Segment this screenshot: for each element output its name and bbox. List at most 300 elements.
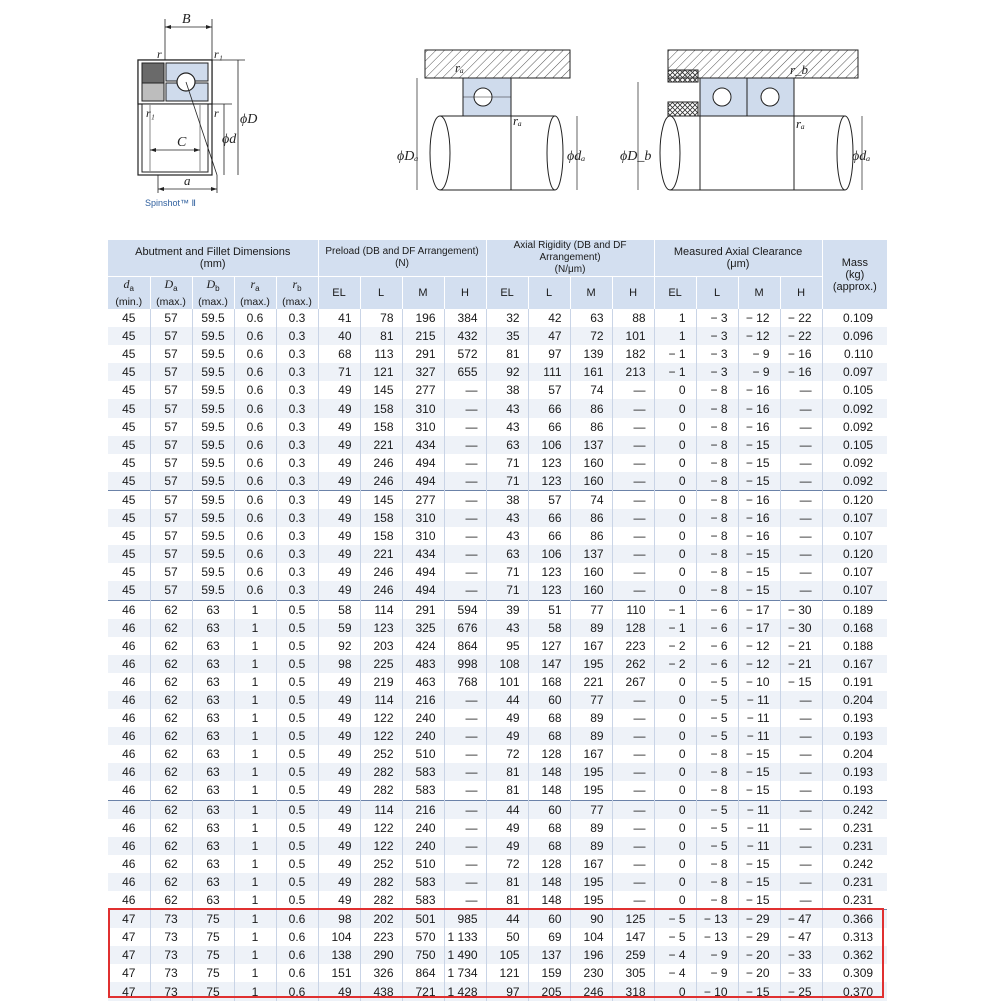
- table-cell: 46: [108, 600, 150, 619]
- table-cell: 1: [234, 837, 276, 855]
- table-cell: − 11: [738, 727, 780, 745]
- table-cell: 205: [528, 982, 570, 1000]
- table-cell: − 1: [654, 363, 696, 381]
- table-cell: 225: [360, 655, 402, 673]
- table-cell: − 15: [738, 855, 780, 873]
- table-cell: 45: [122, 529, 136, 544]
- table-cell: 46: [108, 837, 150, 855]
- table-cell: 1: [234, 637, 276, 655]
- table-cell: 291: [402, 600, 444, 619]
- table-cell: 108: [486, 655, 528, 673]
- header-preload-title: Preload (DB and DF Arrangement): [325, 246, 479, 257]
- table-cell: 583: [402, 763, 444, 781]
- table-cell: 123: [528, 581, 570, 600]
- table-cell: —: [444, 563, 486, 581]
- table-cell: 57: [150, 381, 192, 399]
- subheader-subscript: b: [297, 284, 302, 294]
- table-cell: − 6: [696, 637, 738, 655]
- table-cell: 1: [234, 946, 276, 964]
- table-cell: 0.204: [822, 745, 887, 763]
- table-cell: —: [780, 873, 822, 891]
- table-cell: 63: [192, 619, 234, 637]
- table-cell: 32: [486, 309, 528, 327]
- table-cell: 0: [654, 527, 696, 545]
- table-cell: 494: [402, 472, 444, 491]
- table-cell: 0: [654, 673, 696, 691]
- table-cell: − 5: [696, 837, 738, 855]
- table-cell: 75: [192, 982, 234, 1000]
- table-cell: 0.5: [276, 819, 318, 837]
- table-cell: 89: [570, 727, 612, 745]
- table-cell: 0.3: [276, 418, 318, 436]
- table-cell: 160: [570, 581, 612, 600]
- table-cell: 1 428: [444, 982, 486, 1000]
- table-cell: 128: [612, 619, 654, 637]
- table-cell: —: [612, 436, 654, 454]
- table-cell: 768: [444, 673, 486, 691]
- table-cell: 0: [654, 563, 696, 581]
- table-cell: 267: [612, 673, 654, 691]
- table-cell: 60: [528, 691, 570, 709]
- table-cell: − 16: [738, 527, 780, 545]
- table-row: [108, 619, 887, 637]
- table-cell: − 22: [780, 327, 822, 345]
- table-cell: 240: [402, 819, 444, 837]
- table-cell: 0.6: [234, 527, 276, 545]
- table-cell: 73: [150, 982, 192, 1000]
- table-cell: − 17: [738, 619, 780, 637]
- table-cell: 196: [402, 309, 444, 327]
- table-cell: 49: [318, 727, 360, 745]
- table-cell: − 16: [780, 363, 822, 381]
- table-cell: − 11: [738, 800, 780, 819]
- table-cell: 57: [150, 345, 192, 363]
- table-cell: 1: [234, 910, 276, 929]
- table-cell: 1: [234, 819, 276, 837]
- table-cell: − 11: [738, 819, 780, 837]
- table-cell: − 15: [738, 873, 780, 891]
- table-cell: 123: [360, 619, 402, 637]
- table-cell: —: [780, 418, 822, 436]
- table-cell: 46: [108, 691, 150, 709]
- table-cell: 62: [150, 600, 192, 619]
- table-cell: —: [780, 509, 822, 527]
- table-cell: 69: [528, 928, 570, 946]
- table-cell: 62: [150, 800, 192, 819]
- table-cell: 49: [318, 472, 360, 491]
- table-cell: 998: [444, 655, 486, 673]
- table-cell: —: [780, 527, 822, 545]
- table-cell: 215: [402, 327, 444, 345]
- table-cell: 195: [570, 891, 612, 910]
- table-cell: − 3: [696, 345, 738, 363]
- subheader-subscript: a: [173, 284, 178, 294]
- table-cell: 63: [192, 673, 234, 691]
- table-cell: 68: [318, 345, 360, 363]
- table-cell: − 25: [780, 982, 822, 1000]
- table-cell: 59.5: [192, 581, 234, 600]
- table-cell: − 8: [696, 763, 738, 781]
- table-row: [108, 327, 887, 345]
- header-clearance-title: Measured Axial Clearance: [673, 246, 803, 258]
- table-cell: —: [780, 819, 822, 837]
- subheader-clearance-h: H: [780, 277, 822, 310]
- subheader-symbol: d: [123, 277, 130, 292]
- header-mass-title: Mass: [841, 256, 868, 269]
- table-cell: —: [612, 819, 654, 837]
- table-cell: 160: [570, 454, 612, 472]
- table-cell: − 5: [696, 709, 738, 727]
- table-cell: 246: [360, 454, 402, 472]
- table-cell: 39: [486, 600, 528, 619]
- table-cell: 71: [486, 563, 528, 581]
- table-cell: 68: [528, 709, 570, 727]
- table-cell: 45: [108, 363, 150, 381]
- table-cell: —: [444, 527, 486, 545]
- table-cell: 138: [318, 946, 360, 964]
- table-cell: 0.6: [234, 509, 276, 527]
- table-cell: 501: [402, 910, 444, 929]
- table-cell: 101: [612, 327, 654, 345]
- table-cell: 63: [192, 855, 234, 873]
- table-cell: 0.6: [234, 327, 276, 345]
- table-row: [108, 418, 887, 436]
- label-ra-side-1: rₐ: [513, 113, 522, 128]
- table-cell: 62: [150, 781, 192, 800]
- table-cell: 92: [318, 637, 360, 655]
- table-cell: 49: [318, 855, 360, 873]
- table-cell: 1: [234, 873, 276, 891]
- table-cell: 75: [192, 910, 234, 929]
- table-row: [108, 781, 887, 800]
- table-cell: − 15: [780, 673, 822, 691]
- table-cell: 62: [150, 745, 192, 763]
- table-cell: 0.309: [822, 964, 887, 982]
- table-cell: 594: [444, 600, 486, 619]
- table-cell: 572: [444, 345, 486, 363]
- table-cell: 0.107: [822, 527, 887, 545]
- table-cell: − 11: [738, 837, 780, 855]
- table-cell: 1: [234, 964, 276, 982]
- table-cell: 1: [234, 800, 276, 819]
- table-cell: 122: [360, 709, 402, 727]
- table-cell: —: [612, 800, 654, 819]
- table-cell: 123: [528, 472, 570, 491]
- table-cell: 0.6: [234, 381, 276, 399]
- table-cell: 62: [150, 709, 192, 727]
- table-cell: 57: [528, 381, 570, 399]
- table-cell: 0: [654, 581, 696, 600]
- table-cell: − 1: [654, 345, 696, 363]
- table-cell: 137: [570, 436, 612, 454]
- table-cell: − 20: [738, 964, 780, 982]
- table-cell: —: [780, 727, 822, 745]
- table-cell: 0.5: [276, 600, 318, 619]
- table-cell: —: [444, 581, 486, 600]
- table-cell: 62: [150, 873, 192, 891]
- table-cell: 46: [108, 873, 150, 891]
- table-cell: − 5: [696, 673, 738, 691]
- table-cell: —: [780, 800, 822, 819]
- table-cell: 59.5: [192, 345, 234, 363]
- table-cell: 114: [360, 600, 402, 619]
- table-cell: 0: [654, 418, 696, 436]
- table-cell: 196: [570, 946, 612, 964]
- table-cell: —: [612, 381, 654, 399]
- table-cell: 49: [318, 527, 360, 545]
- table-cell: 0.191: [822, 673, 887, 691]
- table-cell: 57: [150, 581, 192, 600]
- table-cell: —: [612, 855, 654, 873]
- table-row: [108, 381, 887, 399]
- table-cell: 0.370: [822, 982, 887, 1000]
- table-cell: 0.5: [276, 727, 318, 745]
- table-cell: 676: [444, 619, 486, 637]
- table-cell: 42: [528, 309, 570, 327]
- table-cell: —: [780, 545, 822, 563]
- table-cell: 49: [318, 982, 360, 1000]
- subheader-preload-m: M: [402, 277, 444, 310]
- table-cell: 259: [612, 946, 654, 964]
- table-cell: 1: [234, 781, 276, 800]
- table-cell: 1 133: [444, 928, 486, 946]
- table-row: [108, 454, 887, 472]
- table-cell: 57: [150, 327, 192, 345]
- subheader-rigidity-m: M: [570, 277, 612, 310]
- table-cell: 45: [108, 399, 150, 417]
- table-cell: 384: [444, 309, 486, 327]
- table-cell: 0.105: [822, 381, 887, 399]
- table-cell: 49: [486, 837, 528, 855]
- table-cell: 90: [570, 910, 612, 929]
- table-cell: 59.5: [192, 472, 234, 491]
- table-cell: 0.092: [822, 472, 887, 491]
- subheader-symbol: D: [164, 277, 174, 292]
- table-cell: 167: [570, 745, 612, 763]
- table-cell: 0.6: [234, 309, 276, 327]
- header-mass-note: (approx.): [832, 280, 877, 293]
- bearing-dimension-diagram: [120, 5, 290, 205]
- table-cell: 49: [318, 581, 360, 600]
- table-cell: 58: [318, 600, 360, 619]
- table-cell: − 17: [738, 600, 780, 619]
- table-cell: 0: [654, 490, 696, 509]
- table-cell: 0.6: [234, 436, 276, 454]
- table-cell: 494: [402, 563, 444, 581]
- table-cell: 66: [528, 418, 570, 436]
- table-cell: —: [444, 472, 486, 491]
- table-cell: 148: [528, 873, 570, 891]
- table-cell: 438: [360, 982, 402, 1000]
- table-cell: 63: [486, 545, 528, 563]
- table-cell: 1: [234, 855, 276, 873]
- table-cell: 49: [318, 509, 360, 527]
- table-cell: 0.6: [234, 418, 276, 436]
- table-cell: 47: [108, 982, 150, 1000]
- table-cell: 0.5: [276, 763, 318, 781]
- table-cell: 145: [360, 490, 402, 509]
- table-cell: 1: [234, 891, 276, 910]
- table-cell: 63: [192, 781, 234, 800]
- table-row: [108, 581, 887, 600]
- table-cell: 221: [570, 673, 612, 691]
- table-cell: 45: [108, 509, 150, 527]
- subheader-note: (max.): [282, 295, 312, 308]
- table-cell: 0: [654, 800, 696, 819]
- table-cell: 230: [570, 964, 612, 982]
- table-cell: − 1: [654, 600, 696, 619]
- table-cell: 195: [570, 781, 612, 800]
- table-cell: 57: [150, 527, 192, 545]
- table-cell: 0.105: [822, 436, 887, 454]
- table-cell: 310: [402, 527, 444, 545]
- table-cell: 1 490: [444, 946, 486, 964]
- table-row: [108, 727, 887, 745]
- subheader-symbol: r: [250, 277, 256, 292]
- table-cell: 49: [318, 763, 360, 781]
- table-cell: 49: [318, 436, 360, 454]
- table-cell: 0.5: [276, 873, 318, 891]
- label-r-top: r: [157, 47, 162, 61]
- table-cell: − 12: [738, 655, 780, 673]
- table-cell: − 8: [696, 490, 738, 509]
- table-cell: 49: [318, 837, 360, 855]
- table-cell: 167: [570, 855, 612, 873]
- table-cell: —: [780, 472, 822, 491]
- table-cell: 290: [360, 946, 402, 964]
- table-cell: − 15: [738, 581, 780, 600]
- table-cell: 77: [570, 800, 612, 819]
- table-cell: 89: [570, 837, 612, 855]
- table-cell: 49: [486, 727, 528, 745]
- table-cell: − 8: [696, 381, 738, 399]
- label-C: C: [177, 135, 187, 150]
- table-cell: − 8: [696, 527, 738, 545]
- table-cell: − 5: [696, 691, 738, 709]
- table-cell: —: [612, 509, 654, 527]
- table-cell: − 16: [780, 345, 822, 363]
- table-cell: 98: [318, 655, 360, 673]
- table-cell: 63: [192, 763, 234, 781]
- table-cell: − 33: [780, 946, 822, 964]
- table-cell: 252: [360, 855, 402, 873]
- table-cell: 63: [192, 709, 234, 727]
- table-cell: 43: [486, 418, 528, 436]
- table-cell: 277: [402, 381, 444, 399]
- table-cell: 0.3: [276, 454, 318, 472]
- table-cell: 47: [108, 910, 150, 929]
- table-cell: 46: [108, 619, 150, 637]
- table-cell: 221: [360, 436, 402, 454]
- table-cell: 0.5: [276, 709, 318, 727]
- table-cell: 0.231: [822, 873, 887, 891]
- table-cell: 0: [654, 399, 696, 417]
- table-cell: 63: [192, 727, 234, 745]
- table-row: [108, 509, 887, 527]
- table-cell: 147: [612, 928, 654, 946]
- table-cell: 1: [234, 673, 276, 691]
- table-cell: − 15: [738, 436, 780, 454]
- table-row: [108, 490, 887, 509]
- table-cell: − 8: [696, 436, 738, 454]
- table-cell: 0.6: [234, 472, 276, 491]
- table-cell: 98: [318, 910, 360, 929]
- table-cell: 49: [318, 490, 360, 509]
- table-cell: 57: [150, 399, 192, 417]
- table-cell: —: [780, 855, 822, 873]
- table-cell: 0: [654, 472, 696, 491]
- table-cell: 41: [318, 309, 360, 327]
- table-cell: 0.5: [276, 745, 318, 763]
- table-cell: —: [444, 891, 486, 910]
- table-cell: —: [444, 545, 486, 563]
- header-preload: [318, 240, 486, 277]
- table-cell: 71: [486, 454, 528, 472]
- table-cell: 0.107: [822, 581, 887, 600]
- table-cell: 277: [402, 490, 444, 509]
- table-cell: 0.120: [822, 490, 887, 509]
- table-cell: 123: [528, 563, 570, 581]
- header-abutment-title: Abutment and Fillet Dimensions: [135, 246, 291, 258]
- table-cell: 326: [360, 964, 402, 982]
- table-cell: 62: [150, 691, 192, 709]
- table-cell: 0.242: [822, 855, 887, 873]
- table-cell: 43: [486, 509, 528, 527]
- table-cell: 59.5: [192, 545, 234, 563]
- table-cell: 0: [654, 781, 696, 800]
- table-cell: 59.5: [192, 454, 234, 472]
- label-ra-top-1: rₐ: [455, 60, 464, 75]
- spinshot-label: Spinshot™ Ⅱ: [145, 198, 196, 208]
- subheader-symbol: D: [206, 277, 216, 292]
- table-cell: − 8: [696, 545, 738, 563]
- table-cell: 95: [486, 637, 528, 655]
- table-row: [108, 800, 887, 819]
- mounting-diagram-double: [620, 40, 880, 200]
- table-cell: —: [444, 873, 486, 891]
- table-cell: − 5: [696, 800, 738, 819]
- table-cell: 0: [654, 891, 696, 910]
- table-cell: 655: [444, 363, 486, 381]
- table-cell: 0.189: [822, 600, 887, 619]
- table-cell: 213: [612, 363, 654, 381]
- table-cell: —: [780, 581, 822, 600]
- table-cell: 49: [318, 381, 360, 399]
- table-cell: 73: [150, 910, 192, 929]
- table-cell: 0.231: [822, 837, 887, 855]
- table-cell: 66: [528, 399, 570, 417]
- table-row: [108, 436, 887, 454]
- table-cell: − 13: [696, 928, 738, 946]
- table-cell: 122: [360, 837, 402, 855]
- table-cell: 86: [570, 509, 612, 527]
- table-cell: − 1: [654, 619, 696, 637]
- table-cell: 325: [402, 619, 444, 637]
- table-cell: − 5: [696, 819, 738, 837]
- table-cell: 0.242: [822, 800, 887, 819]
- table-cell: 47: [528, 327, 570, 345]
- table-cell: 59.5: [192, 309, 234, 327]
- table-cell: —: [780, 381, 822, 399]
- table-cell: 44: [486, 910, 528, 929]
- table-cell: − 6: [696, 600, 738, 619]
- table-cell: —: [780, 891, 822, 910]
- table-cell: 81: [486, 891, 528, 910]
- table-cell: —: [612, 891, 654, 910]
- table-cell: 0.167: [822, 655, 887, 673]
- table-cell: 0: [654, 727, 696, 745]
- table-cell: − 30: [780, 619, 822, 637]
